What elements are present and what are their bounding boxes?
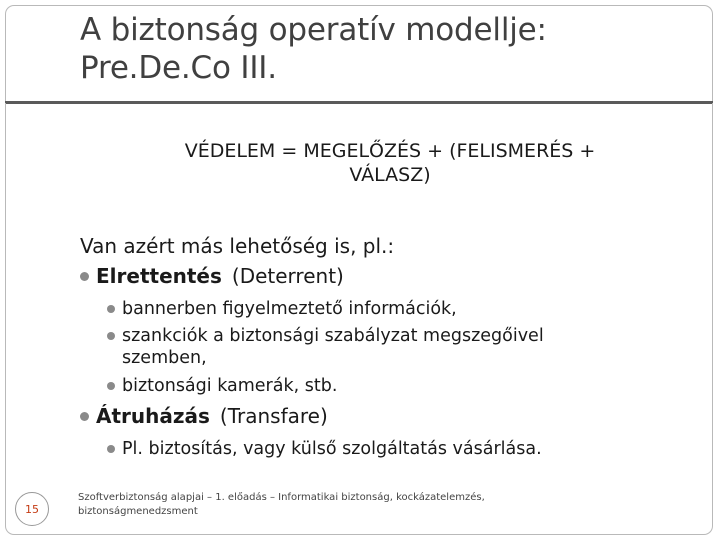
footer-line-1: Szoftverbiztonság alapjai – 1. előadás – Informatikai biztonság, kockázatelemzés, (78, 492, 485, 503)
page-number-badge: 15 (15, 492, 49, 526)
equation-line-2: VÁLASZ) (349, 164, 431, 186)
slide-title-line-2: Pre.De.Co III. (80, 50, 277, 86)
bullet-term: Elrettentés (96, 264, 222, 288)
sub-bullet (107, 376, 337, 396)
bullet-dot-icon (80, 272, 89, 281)
sub-bullet (107, 326, 544, 346)
bullet-term-translation: (Transfare) (219, 404, 328, 428)
slide-title-line-1: A biztonság operatív modellje: (80, 12, 547, 48)
equation-line-1: VÉDELEM = MEGELŐZÉS + (FELISMERÉS + (184, 140, 596, 162)
sub-bullet-text: bannerben figyelmeztető információk, (122, 299, 457, 319)
sub-bullet-continuation: szemben, (122, 348, 207, 368)
bullet-dot-icon (107, 445, 115, 453)
sub-bullet-text: Pl. biztosítás, vagy külső szolgáltatás vásárlása. (122, 439, 542, 459)
bullet-dot-icon (80, 412, 89, 421)
bullet-term-translation: (Deterrent) (231, 264, 344, 288)
bullet-dot-icon (107, 382, 115, 390)
footer-caption (78, 491, 485, 519)
intro-text: Van azért más lehetőség is, pl.: (80, 234, 395, 258)
sub-bullet (107, 439, 542, 459)
sub-bullet-text: biztonsági kamerák, stb. (122, 376, 338, 396)
bullet-transfer (80, 404, 328, 428)
sub-bullet (107, 299, 457, 319)
bullet-term: Átruházás (96, 404, 210, 428)
sub-bullet-text: szankciók a biztonsági szabályzat megszegőivel (122, 326, 544, 346)
bullet-dot-icon (107, 332, 115, 340)
bullet-deterrent (80, 264, 344, 288)
footer-line-2: biztonságmenedzsment (78, 506, 198, 517)
bullet-dot-icon (107, 305, 115, 313)
